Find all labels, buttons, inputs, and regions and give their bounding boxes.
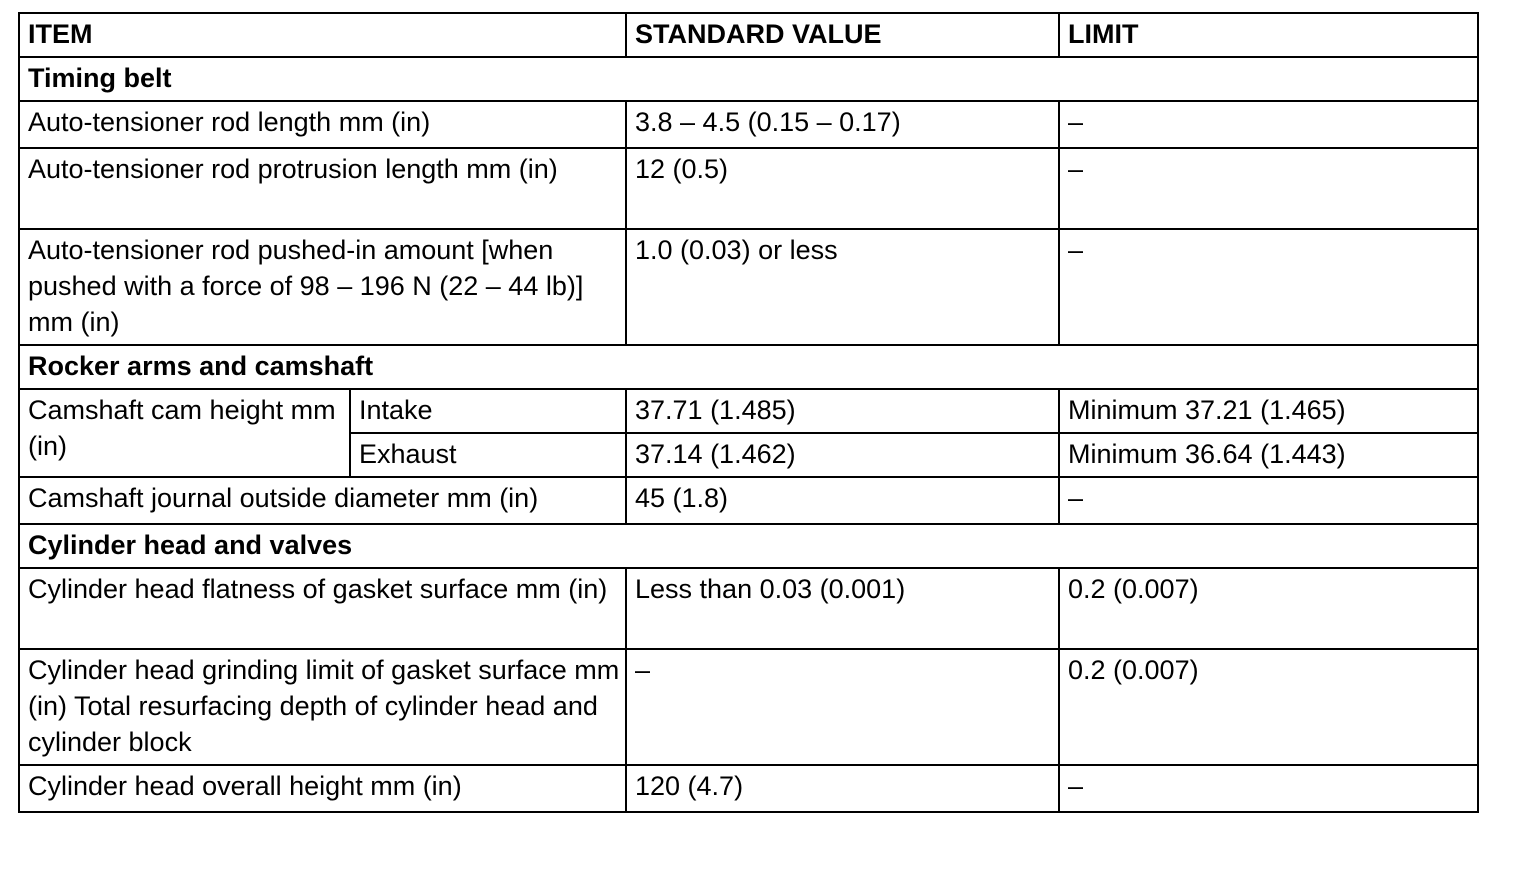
table-row <box>19 649 1478 765</box>
standard-value-cell: 37.71 (1.485) <box>626 389 1059 433</box>
section-title-rocker-arms: Rocker arms and camshaft <box>19 345 1478 389</box>
limit-cell: – <box>1059 765 1478 812</box>
standard-value-cell: 120 (4.7) <box>626 765 1059 812</box>
item-cell: Cylinder head flatness of gasket surface mm (in) <box>19 568 626 649</box>
limit-cell: Minimum 37.21 (1.465) <box>1059 389 1478 433</box>
column-header-limit: LIMIT <box>1059 13 1478 57</box>
specification-table <box>18 12 1479 813</box>
section-row <box>19 57 1478 101</box>
limit-cell: – <box>1059 229 1478 345</box>
column-header-standard-value: STANDARD VALUE <box>626 13 1059 57</box>
table-header-row <box>19 13 1478 57</box>
section-title-cylinder-head: Cylinder head and valves <box>19 524 1478 568</box>
limit-cell: Minimum 36.64 (1.443) <box>1059 433 1478 477</box>
table-row <box>19 765 1478 812</box>
standard-value-cell: 45 (1.8) <box>626 477 1059 524</box>
limit-cell: 0.2 (0.007) <box>1059 568 1478 649</box>
column-header-item: ITEM <box>19 13 626 57</box>
item-cell: Cylinder head grinding limit of gasket surface mm (in) Total resurfacing depth of cylinder head and cylinder block <box>19 649 626 765</box>
standard-value-cell: 3.8 – 4.5 (0.15 – 0.17) <box>626 101 1059 148</box>
standard-value-cell: – <box>626 649 1059 765</box>
item-cell: Auto-tensioner rod protrusion length mm (in) <box>19 148 626 229</box>
section-title-timing-belt: Timing belt <box>19 57 1478 101</box>
item-cell: Auto-tensioner rod length mm (in) <box>19 101 626 148</box>
item-cell: Auto-tensioner rod pushed-in amount [when pushed with a force of 98 – 196 N (22 – 44 lb)] mm (in) <box>19 229 626 345</box>
item-cell: Camshaft journal outside diameter mm (in) <box>19 477 626 524</box>
table-row <box>19 477 1478 524</box>
limit-cell: – <box>1059 148 1478 229</box>
sub-item-exhaust: Exhaust <box>350 433 626 477</box>
item-cell-cam-height: Camshaft cam height mm (in) <box>19 389 350 477</box>
table-row <box>19 101 1478 148</box>
limit-cell: 0.2 (0.007) <box>1059 649 1478 765</box>
standard-value-cell: Less than 0.03 (0.001) <box>626 568 1059 649</box>
standard-value-cell: 37.14 (1.462) <box>626 433 1059 477</box>
table-row <box>19 148 1478 229</box>
section-row <box>19 524 1478 568</box>
item-cell: Cylinder head overall height mm (in) <box>19 765 626 812</box>
section-row <box>19 345 1478 389</box>
standard-value-cell: 12 (0.5) <box>626 148 1059 229</box>
limit-cell: – <box>1059 477 1478 524</box>
limit-cell: – <box>1059 101 1478 148</box>
sub-item-intake: Intake <box>350 389 626 433</box>
table-row <box>19 568 1478 649</box>
table-row <box>19 389 1478 433</box>
table-row <box>19 229 1478 345</box>
standard-value-cell: 1.0 (0.03) or less <box>626 229 1059 345</box>
